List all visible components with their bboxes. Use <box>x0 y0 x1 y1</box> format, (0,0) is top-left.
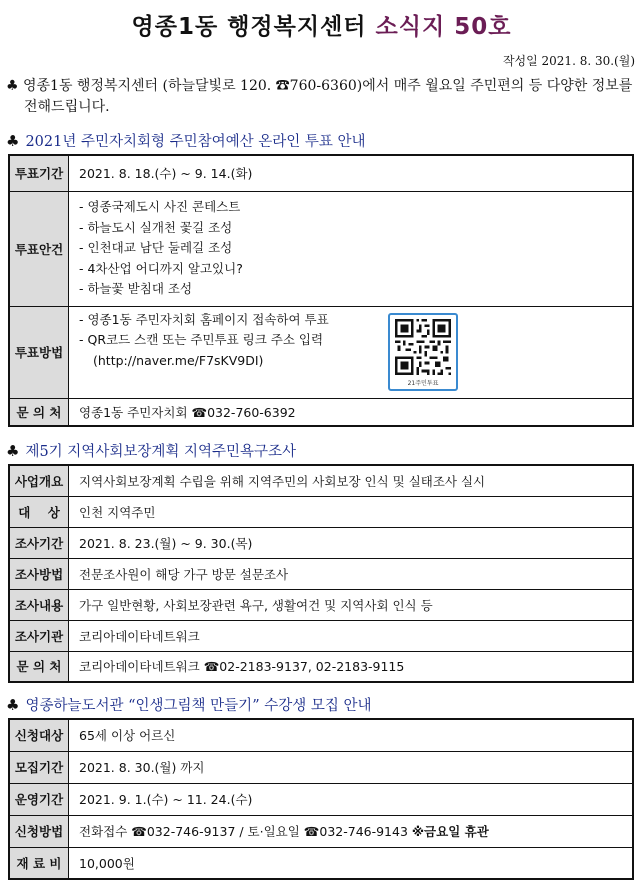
row-value: 코리아데이타네트워크 <box>69 620 634 651</box>
row-value: 전화접수 ☎032-746-9137 / 토·일요일 ☎032-746-9143 ※금요일 휴관 <box>69 815 634 847</box>
section3-title: ♣ 영종하늘도서관 “인생그림책 만들기” 수강생 모집 안내 <box>6 696 372 714</box>
row-label: 사업개요 <box>9 465 69 496</box>
row-label: 투표안건 <box>9 191 69 306</box>
row-label: 투표방법 <box>9 306 69 398</box>
row-label: 투표기간 <box>9 155 69 191</box>
table-row <box>9 527 633 558</box>
row-label: 조사기관 <box>9 620 69 651</box>
title-issue: 소식지 50호 <box>375 14 512 40</box>
vote-link[interactable]: (http://naver.me/F7sKV9DI) <box>93 352 264 368</box>
vote-table <box>8 154 634 427</box>
qr-code-icon <box>395 319 451 375</box>
row-label: 대 상 <box>9 496 69 527</box>
table-row <box>9 751 633 783</box>
row-value: 2021. 8. 23.(월) ~ 9. 30.(목) <box>69 527 634 558</box>
table-row <box>9 620 633 651</box>
intro-text: ♣ 영종1동 행정복지센터 (하늘달빛로 120. ☎760-6360)에서 매주 월요일 주민편의 등 다양한 정보를 전해드립니다. <box>6 78 633 115</box>
list-item: - 영종1동 주민자치회 홈페이지 접속하여 투표 <box>79 311 329 327</box>
row-value: 전문조사원이 해당 가구 방문 설문조사 <box>69 558 634 589</box>
list-item: - 영종국제도시 사진 콘테스트 <box>79 199 241 215</box>
row-value: 인천 지역주민 <box>69 496 634 527</box>
row-label: 문 의 처 <box>9 651 69 682</box>
table-row <box>9 155 633 191</box>
list-item: - 4차산업 어디까지 알고있니? <box>79 260 243 276</box>
row-label: 조사방법 <box>9 558 69 589</box>
table-row <box>9 847 633 879</box>
newsletter-title <box>0 8 643 41</box>
table-row <box>9 558 633 589</box>
list-item: - QR코드 스캔 또는 주민투표 링크 주소 입력 <box>79 332 324 348</box>
table-row <box>9 815 633 847</box>
list-item: - 하늘꽃 받침대 조성 <box>79 281 193 297</box>
row-label: 신청대상 <box>9 719 69 751</box>
library-table <box>8 718 634 880</box>
method-cell <box>69 306 634 398</box>
club-icon: ♣ <box>6 132 20 150</box>
row-label: 조사내용 <box>9 589 69 620</box>
table-row <box>9 465 633 496</box>
row-label: 문 의 처 <box>9 398 69 426</box>
section1-title: ♣ 2021년 주민자치회형 주민참여예산 온라인 투표 안내 <box>6 132 366 150</box>
row-value: 65세 이상 어르신 <box>69 719 634 751</box>
closed-note: ※금요일 휴관 <box>411 824 489 839</box>
table-row <box>9 719 633 751</box>
row-value: 2021. 8. 18.(수) ~ 9. 14.(화) <box>69 155 634 191</box>
row-value: 10,000원 <box>69 847 634 879</box>
survey-table <box>8 464 634 683</box>
row-value: 가구 일반현황, 사회보장관련 욕구, 생활여건 및 지역사회 인식 등 <box>69 589 634 620</box>
list-item: - 하늘도시 실개천 꽃길 조성 <box>79 219 233 235</box>
row-value: 2021. 9. 1.(수) ~ 11. 24.(수) <box>69 783 634 815</box>
written-date: 작성일 2021. 8. 30.(월) <box>502 54 635 68</box>
table-row <box>9 651 633 682</box>
row-label: 모집기간 <box>9 751 69 783</box>
row-value: 영종1동 주민자치회 ☎032-760-6392 <box>69 398 634 426</box>
table-row <box>9 398 633 426</box>
row-label: 운영기간 <box>9 783 69 815</box>
table-row <box>9 589 633 620</box>
club-icon: ♣ <box>6 442 20 460</box>
table-row <box>9 306 633 398</box>
title-main: 영종1동 행정복지센터 <box>131 14 367 40</box>
agenda-list <box>69 191 634 306</box>
table-row <box>9 191 633 306</box>
row-value: 2021. 8. 30.(월) 까지 <box>69 751 634 783</box>
row-value: 지역사회보장계획 수립을 위해 지역주민의 사회보장 인식 및 실태조사 실시 <box>69 465 634 496</box>
qr-code[interactable] <box>388 313 458 391</box>
list-item: - 인천대교 남단 둘레길 조성 <box>79 240 233 256</box>
row-label: 조사기간 <box>9 527 69 558</box>
table-row <box>9 496 633 527</box>
row-label: 신청방법 <box>9 815 69 847</box>
table-row <box>9 783 633 815</box>
row-label: 재 료 비 <box>9 847 69 879</box>
club-icon: ♣ <box>6 696 20 714</box>
section2-title: ♣ 제5기 지역사회보장계획 지역주민욕구조사 <box>6 442 297 460</box>
qr-caption: 21주민투표 <box>407 379 439 387</box>
row-value: 코리아데이타네트워크 ☎02-2183-9137, 02-2183-9115 <box>69 651 634 682</box>
